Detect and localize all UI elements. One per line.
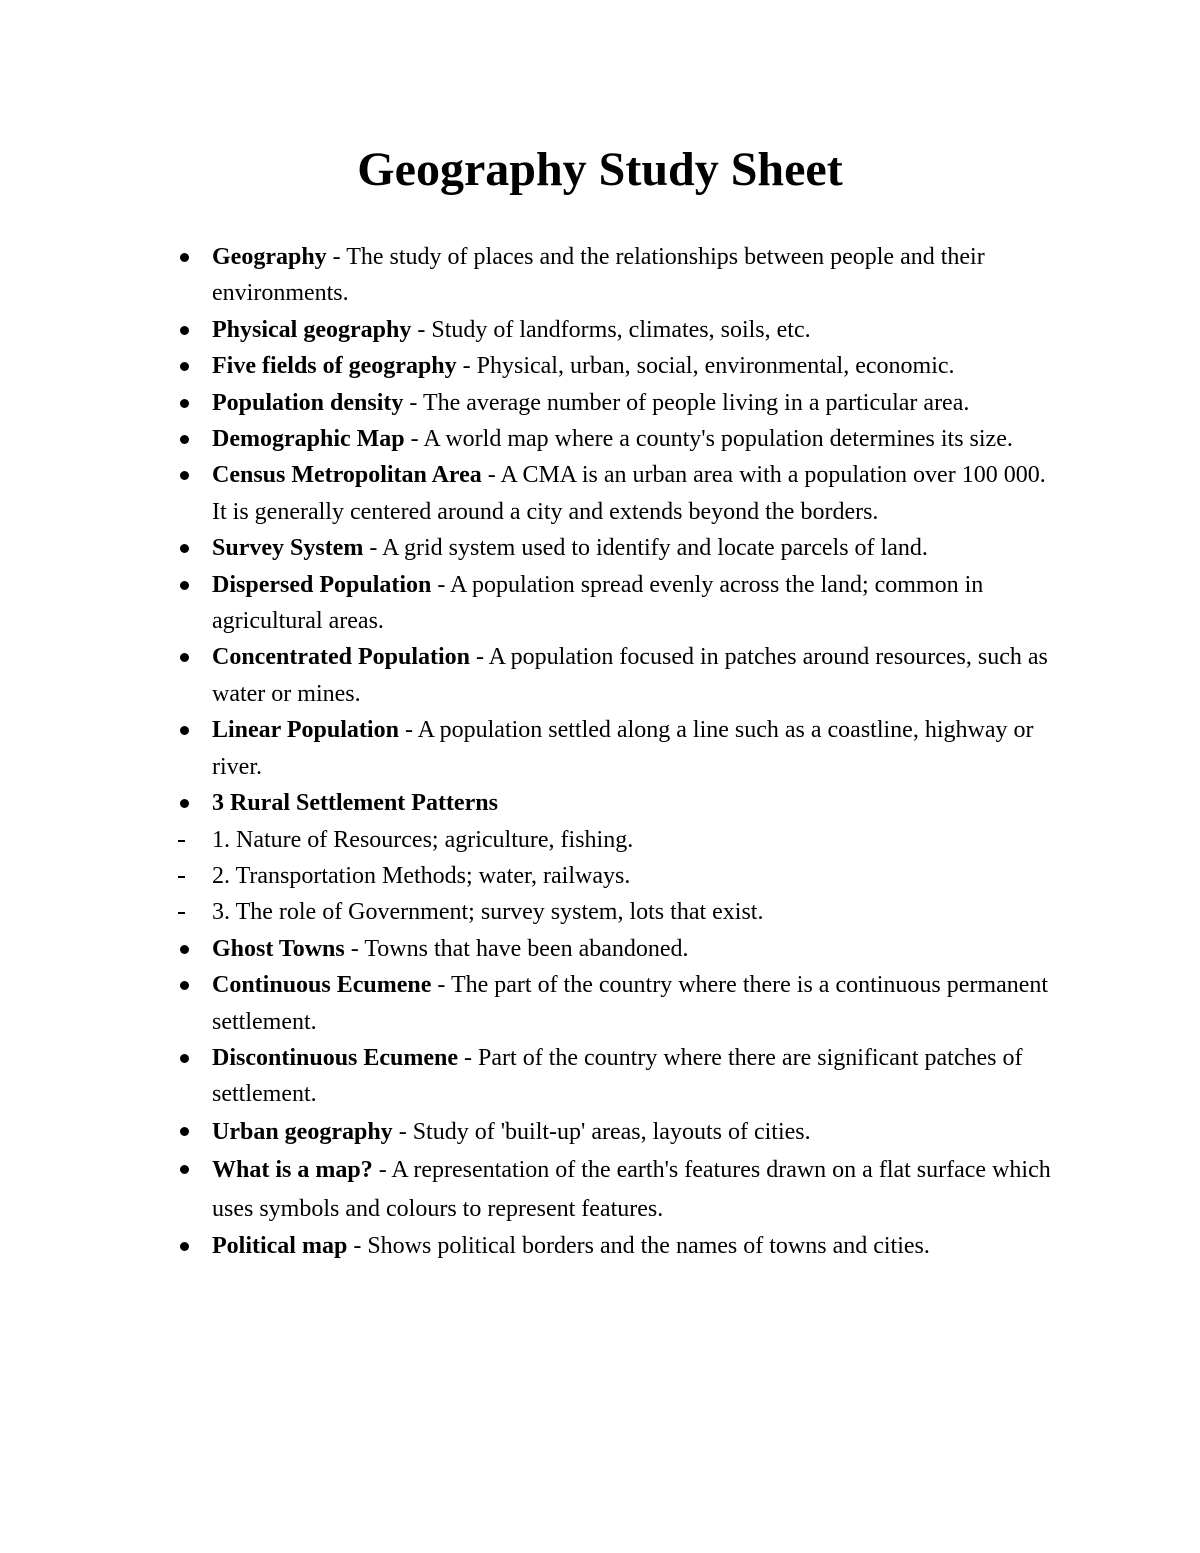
bullet-icon <box>175 530 212 566</box>
dash-icon <box>175 858 212 894</box>
item-definition: A grid system used to identify and locate parcels of land. <box>382 535 928 562</box>
item-term: Population density <box>212 389 404 416</box>
list-item <box>175 931 1055 967</box>
bullet-icon <box>175 712 212 748</box>
item-term: 3 Rural Settlement Patterns <box>212 790 498 817</box>
item-term: Census Metropolitan Area <box>212 462 482 489</box>
item-definition: 3. The role of Government; survey system, lots that exist. <box>212 899 764 926</box>
bullet-icon <box>175 1040 212 1076</box>
item-definition: Towns that have been abandoned. <box>364 935 689 962</box>
item-separator: - <box>456 353 477 380</box>
list-item <box>175 1151 1055 1228</box>
definition-list <box>175 239 1055 1265</box>
bullet-icon <box>175 785 212 821</box>
list-item <box>175 348 1055 384</box>
item-term: Linear Population <box>212 717 399 744</box>
list-item <box>175 858 1055 894</box>
item-separator: - <box>404 426 424 453</box>
list-item <box>175 894 1055 930</box>
bullet-icon <box>175 639 212 675</box>
bullet-icon <box>175 567 212 603</box>
item-definition: A population settled along a line such as a coastline, highway or river. <box>212 717 1034 780</box>
bullet-icon <box>175 1113 212 1149</box>
list-item <box>175 1113 1055 1152</box>
bullet-icon <box>175 931 212 967</box>
item-definition: A representation of the earth's features drawn on a flat surface which uses symbols and colours to represent features. <box>212 1157 1051 1222</box>
item-term: Survey System <box>212 535 364 562</box>
list-item <box>175 385 1055 421</box>
item-term: Urban geography <box>212 1118 393 1145</box>
item-definition: Physical, urban, social, environmental, economic. <box>476 353 955 380</box>
item-separator: - <box>347 1233 368 1260</box>
list-item <box>175 457 1055 530</box>
list-item <box>175 1040 1055 1113</box>
item-definition: The study of places and the relationships between people and their environments. <box>212 244 985 307</box>
list-item <box>175 639 1055 712</box>
list-item <box>175 421 1055 457</box>
bullet-icon <box>175 1151 212 1187</box>
item-definition: A CMA is an urban area with a population over 100 000. It is generally centered around a city and extends beyond the borders. <box>212 462 1046 525</box>
item-definition: Study of landforms, climates, soils, etc. <box>431 316 811 343</box>
item-term: Continuous Ecumene <box>212 972 432 999</box>
list-item <box>175 822 1055 858</box>
item-separator: - <box>372 1157 392 1184</box>
item-separator: - <box>411 316 432 343</box>
item-term: Demographic Map <box>212 426 405 453</box>
bullet-icon <box>175 457 212 493</box>
bullet-icon <box>175 421 212 457</box>
list-item <box>175 239 1055 312</box>
item-definition: 1. Nature of Resources; agriculture, fishing. <box>212 826 634 853</box>
item-separator: - <box>398 717 418 744</box>
item-definition: The part of the country where there is a continuous permanent settlement. <box>212 972 1049 1035</box>
item-separator: - <box>481 462 501 489</box>
item-definition: Study of 'built-up' areas, layouts of cities. <box>412 1118 811 1145</box>
bullet-icon <box>175 348 212 384</box>
bullet-icon <box>175 967 212 1003</box>
item-separator: - <box>403 389 423 416</box>
item-separator: - <box>470 644 489 671</box>
item-separator: - <box>392 1118 413 1145</box>
item-term: Five fields of geography <box>212 353 457 380</box>
dash-icon <box>175 894 212 930</box>
item-separator: - <box>458 1044 479 1071</box>
item-term: Physical geography <box>212 316 412 343</box>
item-definition: Part of the country where there are significant patches of settlement. <box>212 1044 1023 1108</box>
list-item <box>175 967 1055 1040</box>
item-definition: A population focused in patches around resources, such as water or mines. <box>212 644 1048 707</box>
item-definition: A population spread evenly across the land; common in agricultural areas. <box>212 571 984 635</box>
list-item <box>175 530 1055 566</box>
dash-icon <box>175 822 212 858</box>
item-separator: - <box>326 244 347 270</box>
bullet-icon <box>175 312 212 348</box>
bullet-icon <box>175 385 212 421</box>
list-item <box>175 567 1055 640</box>
item-term: Concentrated Population <box>212 644 470 671</box>
item-definition: 2. Transportation Methods; water, railways. <box>212 862 631 889</box>
item-term: Dispersed Population <box>212 571 432 598</box>
item-separator: - <box>431 571 451 598</box>
list-item <box>175 785 1055 821</box>
item-term: Political map <box>212 1233 348 1260</box>
item-separator: - <box>363 535 382 562</box>
item-definition: Shows political borders and the names of towns and cities. <box>367 1233 930 1260</box>
item-definition: A world map where a county's population determines its size. <box>423 426 1013 453</box>
item-term: Discontinuous Ecumene <box>212 1044 459 1071</box>
list-item <box>175 312 1055 348</box>
item-term: Ghost Towns <box>212 935 345 962</box>
bullet-icon <box>175 1228 212 1264</box>
item-separator: - <box>344 935 365 962</box>
item-definition: The average number of people living in a particular area. <box>422 389 970 416</box>
list-item <box>175 712 1055 785</box>
item-term: Geography <box>212 244 327 270</box>
list-item <box>175 1228 1055 1264</box>
page-title: Geography Study Sheet <box>357 143 843 196</box>
item-term: What is a map? <box>212 1157 373 1184</box>
bullet-icon <box>175 239 212 275</box>
item-separator: - <box>431 972 451 999</box>
